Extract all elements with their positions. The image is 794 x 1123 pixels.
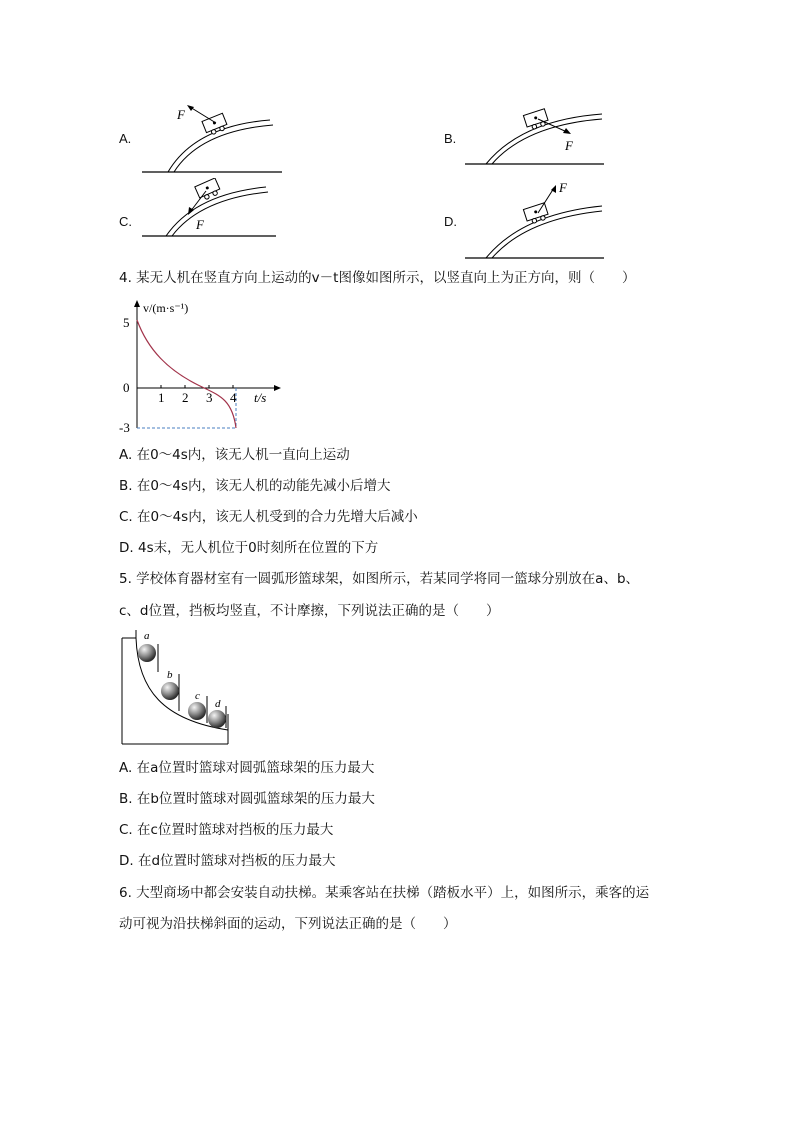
- q5-stem-line2: c、d位置，挡板均竖直，不计摩擦，下列说法正确的是（ ）: [119, 603, 500, 619]
- q3-c-force-label: F: [196, 217, 204, 232]
- q4-stem: 4. 某无人机在竖直方向上运动的v－t图像如图所示，以竖直向上为正方向，则（ ）: [119, 270, 636, 286]
- q4-y-tick-5: 5: [123, 315, 130, 330]
- q5-basketball-rack: [118, 630, 233, 748]
- q5-option-b: B. 在b位置时篮球对圆弧篮球架的压力最大: [119, 791, 375, 807]
- q4-option-d: D. 4s末，无人机位于0时刻所在位置的下方: [119, 540, 379, 556]
- q6-stem-line2: 动可视为沿扶梯斜面的运动，下列说法正确的是（ ）: [119, 916, 457, 932]
- q3-option-b-label: B.: [444, 131, 457, 146]
- q4-y-tick-neg3: -3: [119, 420, 130, 435]
- q5-option-a: A. 在a位置时篮球对圆弧篮球架的压力最大: [119, 760, 375, 776]
- q3-b-force-label: F: [565, 138, 573, 153]
- q5-option-c: C. 在c位置时篮球对挡板的压力最大: [119, 822, 334, 838]
- q3-option-d-label: D.: [444, 214, 457, 229]
- q5-option-d: D. 在d位置时篮球对挡板的压力最大: [119, 853, 336, 869]
- q4-x-tick-2: 2: [182, 390, 189, 405]
- q4-y-axis-label: v/(m·s⁻¹): [143, 301, 189, 315]
- q6-stem-line1: 6. 大型商场中都会安装自动扶梯。某乘客站在扶梯（踏板水平）上，如图所示，乘客的运: [119, 885, 650, 901]
- q5-ball-label-b: b: [167, 669, 173, 681]
- q3-diagram-b: [462, 102, 607, 172]
- q3-diagram-a: [140, 98, 285, 176]
- q3-option-c-label: C.: [119, 214, 132, 229]
- q3-diagram-c: [140, 178, 285, 240]
- q4-x-tick-1: 1: [158, 390, 165, 405]
- q4-vt-graph: [118, 298, 288, 440]
- q5-stem-line1: 5. 学校体育器材室有一圆弧形篮球架，如图所示，若某同学将同一篮球分别放在a、b、: [119, 571, 640, 587]
- q4-option-b: B. 在0～4s内，该无人机的动能先减小后增大: [119, 478, 391, 494]
- q4-x-axis-label: t/s: [254, 390, 267, 405]
- q3-d-force-label: F: [559, 180, 567, 195]
- q3-a-force-label: F: [177, 107, 185, 122]
- q4-x-tick-4: 4: [230, 390, 237, 405]
- q4-option-a: A. 在0～4s内，该无人机一直向上运动: [119, 447, 350, 463]
- q4-y-tick-0: 0: [123, 380, 130, 395]
- q5-ball-label-c: c: [195, 690, 200, 702]
- q3-diagram-d: [462, 178, 607, 262]
- q3-option-a-label: A.: [119, 131, 132, 146]
- q4-x-tick-3: 3: [206, 390, 213, 405]
- q5-ball-label-d: d: [215, 698, 221, 710]
- q4-option-c: C. 在0～4s内，该无人机受到的合力先增大后减小: [119, 509, 418, 525]
- q5-ball-label-a: a: [144, 630, 150, 642]
